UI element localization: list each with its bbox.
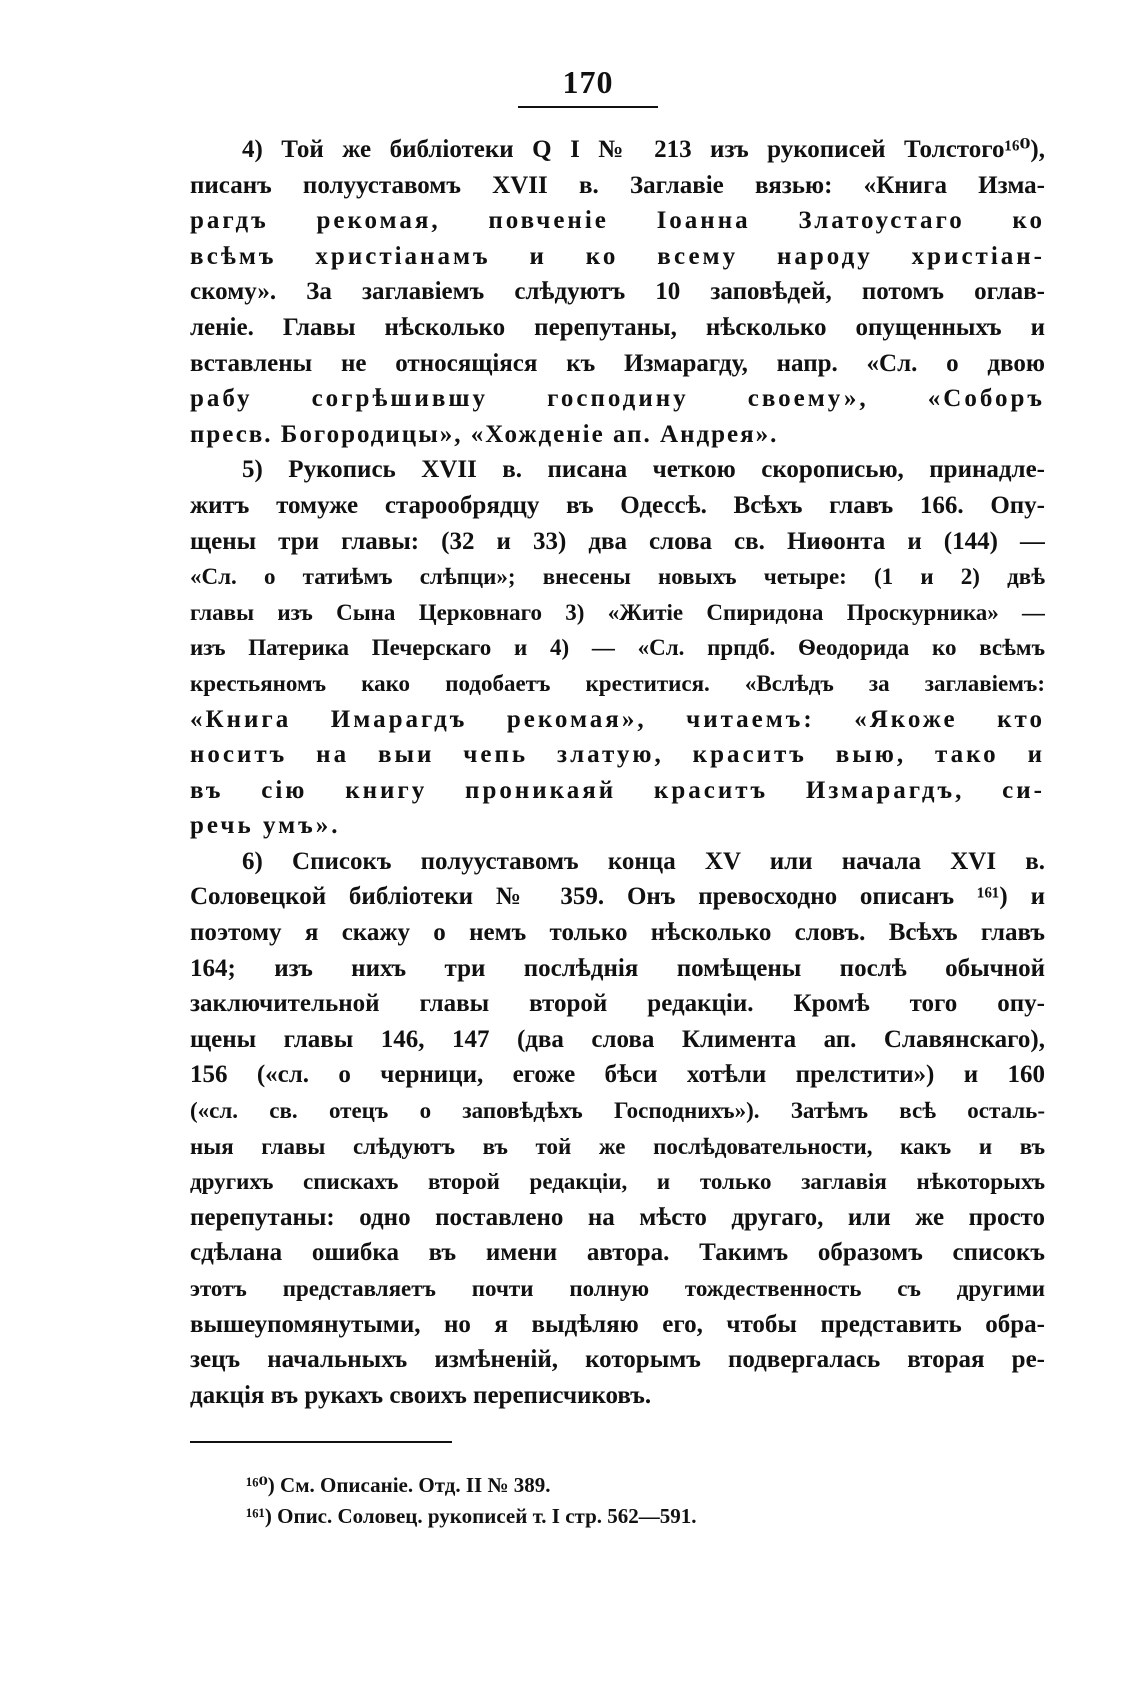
text-line: 4) Той же библіотеки Q I № 213 изъ рукописей Толстого¹⁶⁰),: [242, 136, 1045, 163]
text-line: изъ Патерика Печерскаго и 4) — «Сл. прпдб. Ѳеодорида ко всѣмъ: [190, 635, 1045, 661]
text-line: рабу согрѣшившу господину своему», «Соборъ: [190, 385, 1045, 413]
paragraph-4: [190, 132, 1045, 452]
text-line: ныя главы слѣдуютъ въ той же послѣдовательности, какъ и въ: [190, 1133, 1045, 1159]
text-line: писанъ полууставомъ XVII в. Заглавіе вязью: «Книга Изма-: [190, 171, 1045, 199]
text-line: щены главы 146, 147 (два слова Климента ап. Славянскаго),: [190, 1025, 1045, 1053]
footnote-161: ¹⁶¹) Опис. Соловец. рукописей т. I стр. 562—591.: [246, 1504, 697, 1528]
text-line: 156 («сл. о черници, егоже бѣси хотѣли прелстити») и 160: [190, 1061, 1045, 1089]
text-line: дакція въ рукахъ своихъ переписчиковъ.: [190, 1381, 652, 1409]
body-text: [190, 132, 1045, 1413]
text-line: щены три главы: (32 и 33) два слова св. Ниѳонта и (144) —: [190, 527, 1045, 555]
paragraph-6: [190, 844, 1045, 1414]
text-line: въ сію книгу проникаяй краситъ Измарагдъ, си-: [190, 776, 1045, 804]
text-line: («сл. св. отецъ о заповѣдѣхъ Господнихъ»). Затѣмъ всѣ осталь-: [190, 1098, 1045, 1124]
text-line: носитъ на выи чепь златую, краситъ выю, тако и: [190, 741, 1045, 769]
text-line: Соловецкой библіотеки № 359. Онъ превосходно описанъ ¹⁶¹) и: [190, 883, 1045, 911]
text-line: пресв. Богородицы», «Хожденіе ап. Андрея».: [190, 420, 779, 448]
text-line: житъ томуже старообрядцу въ Одессѣ. Всѣхъ главъ 166. Опу-: [190, 491, 1045, 519]
text-line: вышеупомянутыми, но я выдѣляю его, чтобы представить обра-: [190, 1310, 1045, 1338]
text-line: рагдъ рекомая, повченіе Іоанна Златоустаго ко: [190, 207, 1045, 235]
footnote-rule: [190, 1441, 452, 1443]
text-line: этотъ представляетъ почти полную тождественность съ другими: [190, 1276, 1045, 1301]
text-line: 164; изъ нихъ три послѣднія помѣщены послѣ обычной: [190, 954, 1045, 982]
footnote-160: ¹⁶⁰) См. Описаніе. Отд. II № 389.: [246, 1473, 551, 1497]
text-line: другихъ спискахъ второй редакціи, и только заглавія нѣкоторыхъ: [190, 1169, 1045, 1195]
text-line: «Сл. о татиѣмъ слѣпци»; внесены новыхъ четыре: (1 и 2) двѣ: [190, 564, 1045, 590]
text-line: заключительной главы второй редакціи. Кромѣ того опу-: [190, 990, 1045, 1018]
page-number-rule: [518, 106, 658, 108]
text-line: главы изъ Сына Церковнаго 3) «Житіе Спиридона Проскурника» —: [190, 599, 1045, 625]
page-number: 170: [562, 64, 614, 100]
text-line: скому». За заглавіемъ слѣдуютъ 10 заповѣдей, потомъ оглав-: [190, 278, 1045, 306]
text-line: зецъ начальныхъ измѣненій, которымъ подвергалась вторая ре-: [190, 1346, 1045, 1374]
text-line: поэтому я скажу о немъ только нѣсколько словъ. Всѣхъ главъ: [190, 919, 1045, 947]
text-line: перепутаны: одно поставлено на мѣсто другаго, или же просто: [190, 1203, 1045, 1231]
text-line: 6) Списокъ полууставомъ конца XV или начала XVI в.: [242, 847, 1045, 875]
text-line: леніе. Главы нѣсколько перепутаны, нѣсколько опущенныхъ и: [190, 313, 1045, 341]
text-line: вставлены не относящіяся къ Измарагду, напр. «Сл. о двою: [190, 349, 1045, 377]
text-line: сдѣлана ошибка въ имени автора. Такимъ образомъ списокъ: [190, 1239, 1045, 1267]
text-line: 5) Рукопись XVII в. писана четкою скорописью, принадле-: [242, 456, 1045, 484]
text-line: «Книга Имарагдъ рекомая», читаемъ: «Якоже кто: [190, 705, 1045, 733]
text-line: всѣмъ христіанамъ и ко всему народу христіан-: [190, 242, 1045, 270]
text-line: крестьяномъ како подобаетъ креститися. «Вслѣдъ за заглавіемъ:: [190, 670, 1045, 696]
text-line: речь умъ».: [190, 812, 341, 840]
paragraph-5: [190, 452, 1045, 844]
footnotes: [246, 1470, 946, 1532]
